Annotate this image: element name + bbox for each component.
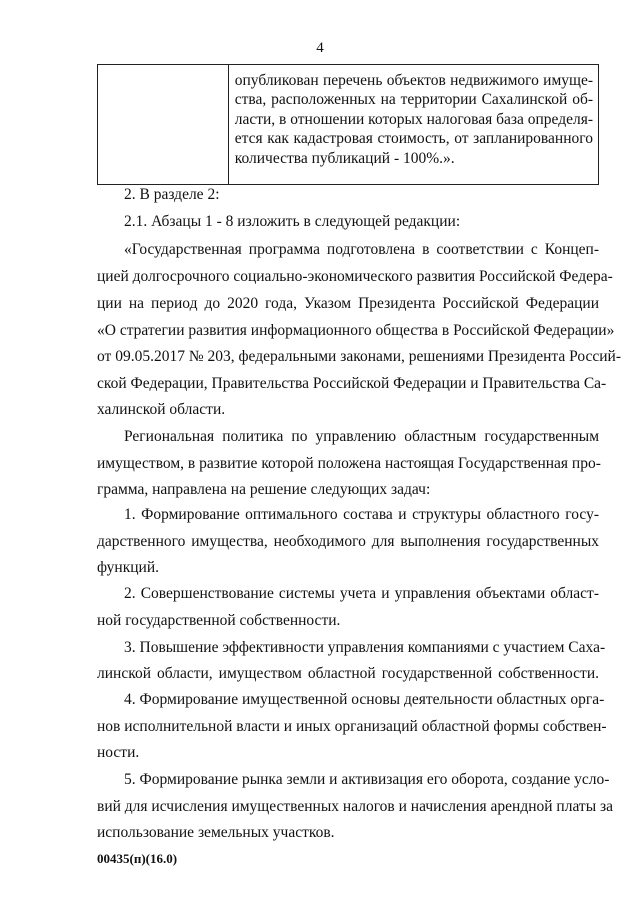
table-cell-text bbox=[228, 65, 598, 185]
list-item-line: дарственного имущества, необходимого для выполнения государственных bbox=[97, 533, 599, 550]
document-code: 00435(п)(16.0) bbox=[97, 851, 178, 866]
table-cell-line: ется как кадастровая стоимость, от запланированного bbox=[234, 130, 593, 148]
list-item-line: 4. Формирование имущественной основы деятельности областных орга- bbox=[124, 691, 605, 708]
paragraph-line: Региональная политика по управлению областным государственным bbox=[124, 428, 599, 445]
list-item-line: 2. Совершенствование системы учета и управления объектами област- bbox=[124, 585, 599, 602]
page-number: 4 bbox=[316, 40, 324, 56]
subsection-line: 2.1. Абзацы 1 - 8 изложить в следующей редакции: bbox=[124, 213, 461, 230]
table-cell-line: опубликован перечень объектов недвижимого имуще- bbox=[234, 72, 593, 89]
paragraph-line: «Государственная программа подготовлена в соответствии с Концеп- bbox=[124, 241, 599, 258]
list-item-line: ной государственной собственности. bbox=[97, 612, 341, 629]
paragraph-line: грамма, направлена на решение следующих задач: bbox=[97, 481, 431, 498]
paragraph-line: ской Федерации, Правительства Российской Федерации и Правительства Са- bbox=[97, 375, 607, 392]
section-heading-line: 2. В разделе 2: bbox=[124, 186, 220, 203]
table-cell-empty bbox=[98, 65, 229, 185]
list-item-line: функций. bbox=[97, 559, 159, 576]
table-cell-line: ства, расположенных на территории Сахалинской об- bbox=[234, 91, 593, 109]
list-item-line: вий для исчисления имущественных налогов и начисления арендной платы за bbox=[97, 798, 613, 815]
table-cell-line: количества публикаций - 100%.». bbox=[234, 149, 455, 167]
paragraph-line: имуществом, в развитие которой положена настоящая Государственная про- bbox=[97, 455, 601, 472]
list-item-line: 3. Повышение эффективности управления компаниями с участием Саха- bbox=[124, 639, 606, 656]
list-item-line: нов исполнительной власти и иных организаций областной формы собствен- bbox=[97, 718, 607, 735]
list-item-line: 1. Формирование оптимального состава и структуры областного госу- bbox=[124, 506, 599, 523]
list-item-line: использование земельных участков. bbox=[97, 824, 335, 841]
paragraph-line: халинской области. bbox=[97, 401, 226, 418]
paragraph-line: цией долгосрочного социально-экономического развития Российской Федера- bbox=[97, 268, 613, 285]
paragraph-line: «О стратегии развития информационного общества в Российской Федерации» bbox=[97, 322, 615, 339]
list-item-line: линской области, имуществом областной государственной собственности. bbox=[97, 665, 599, 682]
paragraph-line: от 09.05.2017 № 203, федеральными законами, решениями Президента Россий- bbox=[97, 348, 621, 365]
table-cell-line: ласти, в отношении которых налоговая база определя- bbox=[234, 110, 593, 128]
list-item-line: ности. bbox=[97, 744, 140, 761]
continuation-table bbox=[97, 64, 599, 185]
table-row bbox=[98, 65, 599, 185]
list-item-line: 5. Формирование рынка земли и активизация его оборота, создание усло- bbox=[124, 771, 610, 788]
paragraph-line: ции на период до 2020 года, Указом Президента Российской Федерации bbox=[97, 295, 599, 312]
